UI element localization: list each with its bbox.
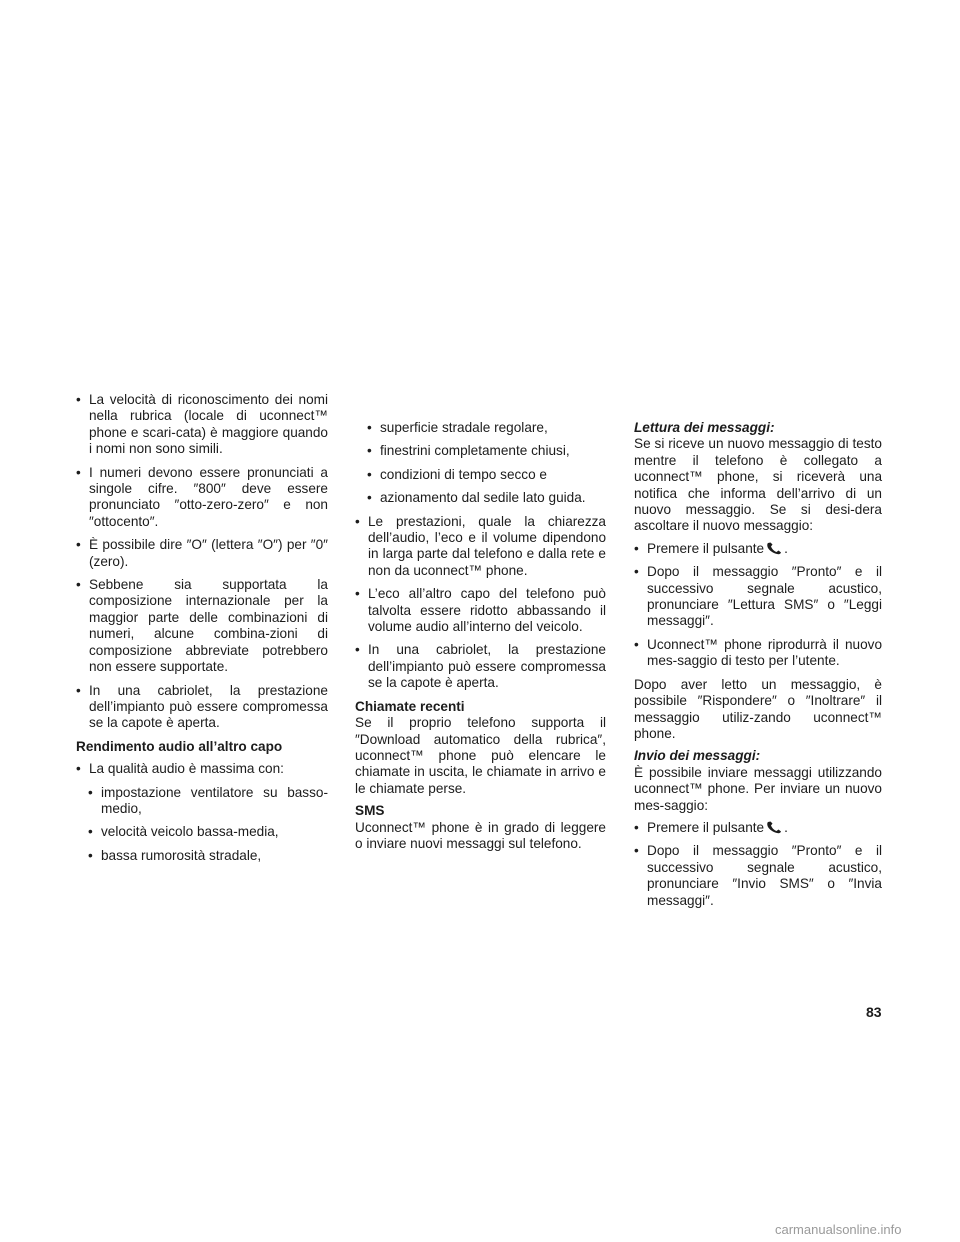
paragraph: Dopo aver letto un messaggio, è possibile ″Rispondere″ o ″Inoltrare″ il messaggio utiliz-zando uconnect™ phone.: [634, 676, 882, 741]
sub-bullet-item: • velocità veicolo bassa-media,: [88, 824, 279, 840]
bullet-item: • L’eco all’altro capo del telefono può talvolta essere ridotto abbassando il volume audio all’interno del veicolo.: [355, 586, 606, 635]
bullet-item: • Sebbene sia supportata la composizione internazionale per la maggior parte delle combinazioni di numeri, alcune combina-zioni di composizione abbreviate potrebbero non essere supportate.: [76, 577, 328, 675]
paragraph: Se si riceve un nuovo messaggio di testo mentre il telefono è collegato a uconnect™ phone, si riceverà una notifica che informa dell’arrivo di un nuovo messaggio. Se si desi-dera ascoltare il nuovo messaggio:: [634, 436, 882, 534]
sub-bullet-item: • impostazione ventilatore su basso-medio,: [88, 784, 328, 816]
section-heading-send-messages: Invio dei messaggi:: [634, 748, 761, 764]
bullet-item: • Premere il pulsante .: [634, 819, 788, 835]
section-heading-audio: Rendimento audio all’altro capo: [76, 738, 283, 754]
section-heading-recent-calls: Chiamate recenti: [355, 698, 465, 714]
sub-bullet-item: • condizioni di tempo secco e: [367, 466, 547, 482]
paragraph: Se il proprio telefono supporta il ″Download automatico della rubrica″, uconnect™ phone può elencare le chiamate in uscita, le chiamate in arrivo e le chiamate perse.: [355, 715, 606, 796]
bullet-item: • In una cabriolet, la prestazione dell’impianto può essere compromessa se la capote è aperta.: [355, 642, 606, 691]
phone-handset-icon: [766, 542, 782, 555]
bullet-item: • Le prestazioni, quale la chiarezza dell’audio, l’eco e il volume dipendono in larga parte dal telefono e dalla rete e non da uconnect™ phone.: [355, 513, 606, 578]
bullet-item: • La qualità audio è massima con:: [76, 761, 284, 777]
bullet-item: • Uconnect™ phone riprodurrà il nuovo mes-saggio di testo per l’utente.: [634, 636, 882, 669]
bullet-item: • Premere il pulsante .: [634, 540, 788, 556]
bullet-item: • È possibile dire ″O″ (lettera ″O″) per ″0″ (zero).: [76, 537, 328, 569]
phone-handset-icon: [766, 821, 782, 834]
section-heading-read-messages: Lettura dei messaggi:: [634, 420, 775, 435]
sub-bullet-item: • azionamento dal sedile lato guida.: [367, 490, 586, 506]
section-heading-sms: SMS: [355, 803, 385, 819]
paragraph: È possibile inviare messaggi utilizzando uconnect™ phone. Per inviare un nuovo mes-saggio:: [634, 764, 882, 813]
bullet-item: • I numeri devono essere pronunciati a singole cifre. ″800″ deve essere pronunciato ″otto-zero-zero″ e non ″ottocento″.: [76, 464, 328, 529]
bullet-item: • Dopo il messaggio ″Pronto″ e il successivo segnale acustico, pronunciare ″Invio SMS″ o ″Invia messaggi″.: [634, 843, 882, 908]
page-number: 83: [866, 1004, 882, 1020]
bullet-item: • In una cabriolet, la prestazione dell’impianto può essere compromessa se la capote è aperta.: [76, 682, 328, 731]
bullet-item: • Dopo il messaggio ″Pronto″ e il successivo segnale acustico, pronunciare ″Lettura SMS″ o ″Leggi messaggi″.: [634, 564, 882, 629]
sub-bullet-item: • superficie stradale regolare,: [367, 420, 548, 435]
paragraph: Uconnect™ phone è in grado di leggere o inviare nuovi messaggi sul telefono.: [355, 819, 606, 851]
bullet-item: • La velocità di riconoscimento dei nomi nella rubrica (locale di uconnect™ phone e scari-cata) è maggiore quando i nomi non sono simili.: [76, 392, 328, 457]
column-right: [634, 420, 882, 916]
column-middle: [355, 420, 606, 858]
column-left: [76, 392, 328, 871]
sub-bullet-item: • finestrini completamente chiusi,: [367, 443, 570, 459]
sub-bullet-item: • bassa rumorosità stradale,: [88, 847, 262, 863]
watermark: carmanualsonline.info: [775, 1222, 902, 1237]
